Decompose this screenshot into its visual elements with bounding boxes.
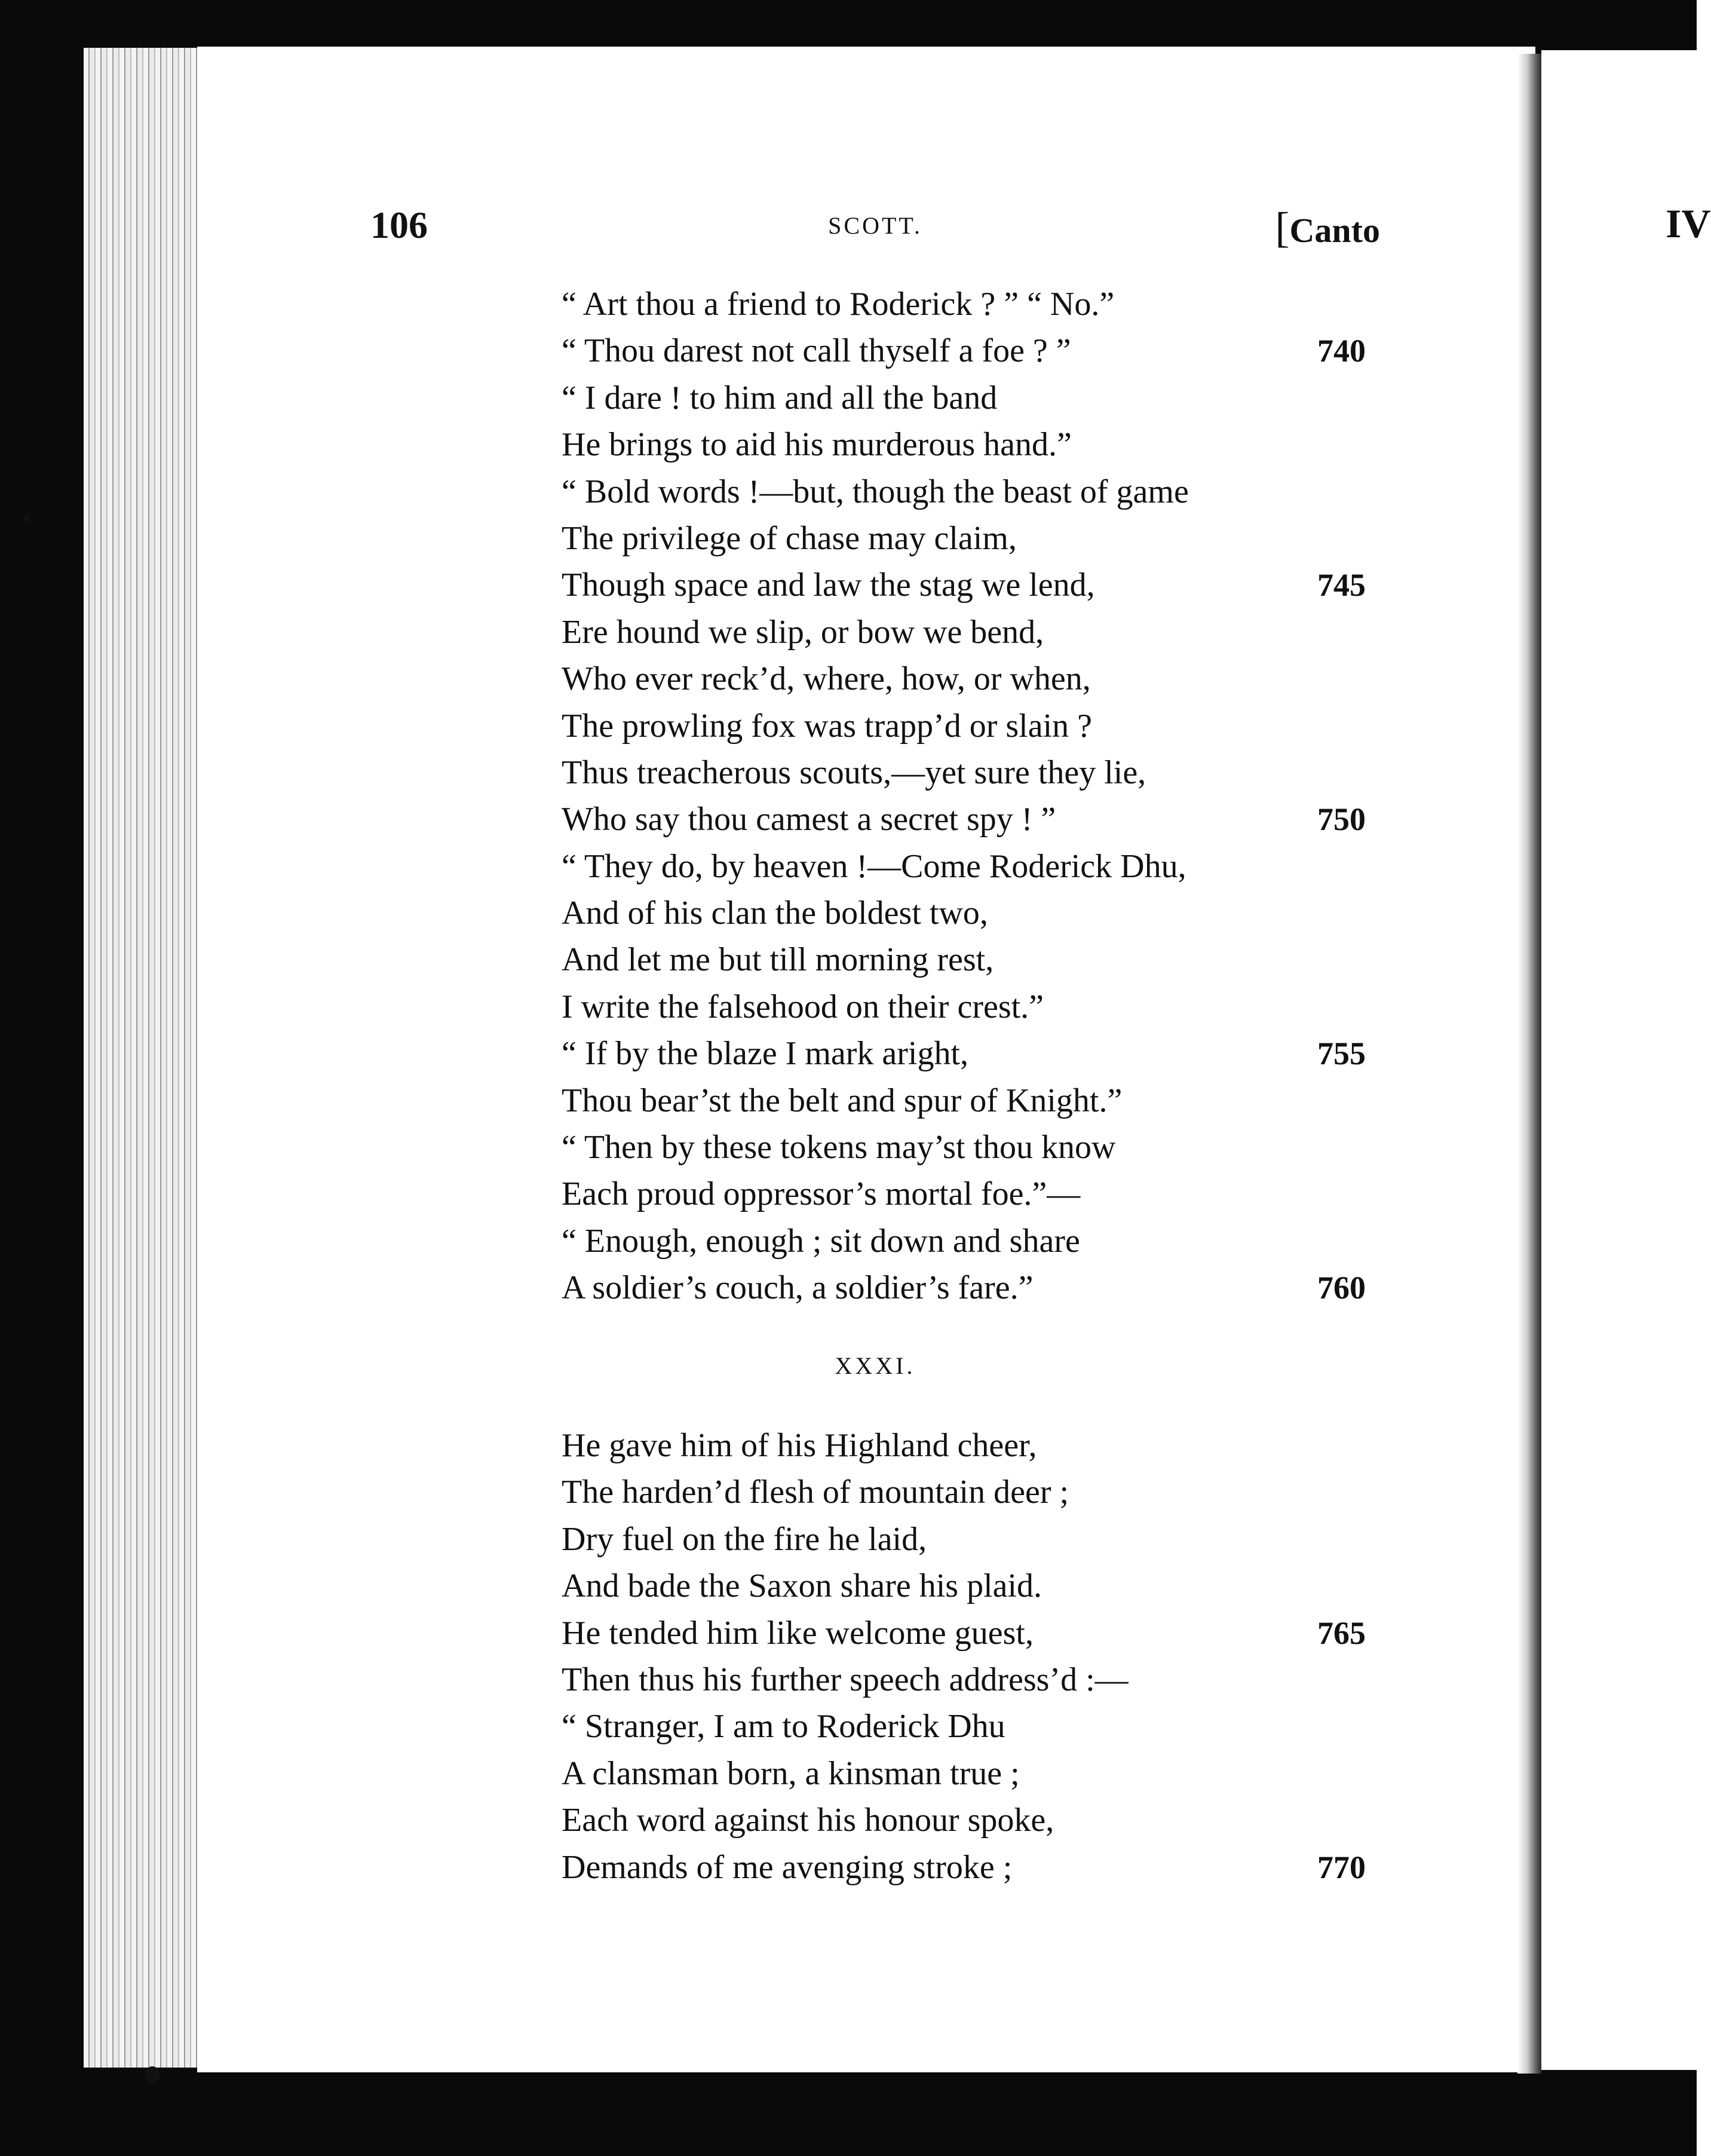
verse-line [562, 1797, 1386, 1843]
section-bracket: [ [1275, 204, 1290, 252]
page-header [370, 203, 1380, 251]
verse-line [562, 1218, 1386, 1264]
verse-line [562, 375, 1386, 421]
verse-line [562, 656, 1386, 702]
verse-line [562, 1030, 1386, 1077]
verse-line [562, 1563, 1386, 1609]
verse-line [562, 1171, 1386, 1217]
page-number: 106 [370, 204, 428, 246]
page-edges [84, 48, 203, 2068]
line-number: 770 [1317, 1849, 1366, 1885]
verse-text: And let me but till morning rest, [562, 941, 994, 979]
verse-text: “ Thou darest not call thyself a foe ? ” [562, 332, 1071, 370]
verse-text: Demands of me avenging stroke ; [562, 1848, 1013, 1886]
verse-text: The privilege of chase may claim, [562, 519, 1017, 557]
verse-line [562, 1656, 1386, 1703]
verse-line [562, 749, 1386, 796]
verse-text: “ Enough, enough ; sit down and share [562, 1222, 1080, 1260]
verse-text: “ Bold words !—but, though the beast of game [562, 473, 1189, 510]
verse-text: Thou bear’st the belt and spur of Knight.” [562, 1082, 1123, 1119]
running-title: SCOTT. [828, 212, 922, 239]
line-number: 750 [1317, 801, 1366, 838]
scan-speck [145, 2066, 160, 2084]
verse-text: “ They do, by heaven !—Come Roderick Dhu, [562, 847, 1186, 885]
verse-text: “ If by the blaze I mark aright, [562, 1035, 969, 1073]
verse-line [562, 1124, 1386, 1171]
verse-line [562, 1469, 1386, 1515]
verse-text: A clansman born, a kinsman true ; [562, 1754, 1020, 1792]
verse-text: Who ever reck’d, where, how, or when, [562, 660, 1091, 698]
verse-text: He gave him of his Highland cheer, [562, 1427, 1037, 1464]
verse-line [562, 1750, 1386, 1797]
verse-line [562, 281, 1386, 327]
section-label-text: Canto [1289, 211, 1380, 250]
verse-line [562, 327, 1386, 374]
verse-block [562, 281, 1386, 1312]
verse-line [562, 1422, 1386, 1469]
verse-text: “ I dare ! to him and all the band [562, 379, 998, 416]
verse-text: Who say thou camest a secret spy ! ” [562, 801, 1056, 838]
verse-text: He brings to aid his murderous hand.” [562, 426, 1072, 464]
verse-line [562, 421, 1386, 468]
verse-text: Then thus his further speech address’d :— [562, 1661, 1129, 1698]
verse-line [562, 1264, 1386, 1311]
line-number: 765 [1317, 1615, 1366, 1651]
verse-line [562, 890, 1386, 936]
verse-line [562, 468, 1386, 515]
section-label [1275, 203, 1380, 253]
verse-line [562, 984, 1386, 1030]
verse-text: Ere hound we slip, or bow we bend, [562, 613, 1044, 651]
verse-text: Thus treacherous scouts,—yet sure they lie, [562, 754, 1146, 791]
verse-line [562, 515, 1386, 562]
verse-line [562, 936, 1386, 983]
verse-text: Each proud oppressor’s mortal foe.”— [562, 1175, 1081, 1213]
facing-page [1541, 50, 1697, 2070]
verse-line [562, 703, 1386, 749]
verse-line [562, 562, 1386, 608]
verse-line [562, 1844, 1386, 1891]
verse-text: And bade the Saxon share his plaid. [562, 1567, 1042, 1605]
verse-line [562, 1703, 1386, 1750]
verse-text: The harden’d flesh of mountain deer ; [562, 1474, 1069, 1511]
verse-text: And of his clan the boldest two, [562, 895, 988, 932]
line-number: 755 [1317, 1036, 1366, 1072]
verse-line [562, 843, 1386, 890]
verse-text: “ Art thou a friend to Roderick ? ” “ No.” [562, 286, 1115, 323]
stanza-heading: XXXI. [835, 1352, 916, 1379]
facing-page-fragment: IV [1666, 201, 1711, 246]
verse-text: Each word against his honour spoke, [562, 1802, 1054, 1839]
verse-text: Though space and law the stag we lend, [562, 566, 1095, 604]
verse-text: “ Then by these tokens may’st thou know [562, 1129, 1116, 1166]
verse-text: I write the falsehood on their crest.” [562, 988, 1044, 1025]
verse-text: He tended him like welcome guest, [562, 1614, 1034, 1652]
book-spine-shadow [1517, 54, 1541, 2074]
verse-line [562, 1077, 1386, 1124]
line-number: 745 [1317, 567, 1366, 604]
scan-speck [24, 514, 30, 522]
line-number: 740 [1317, 333, 1366, 369]
verse-line [562, 796, 1386, 843]
verse-text: “ Stranger, I am to Roderick Dhu [562, 1708, 1005, 1745]
verse-line [562, 1516, 1386, 1563]
verse-line [562, 609, 1386, 656]
line-number: 760 [1317, 1270, 1366, 1306]
verse-text: The prowling fox was trapp’d or slain ? [562, 707, 1092, 745]
verse-block [562, 1422, 1386, 1891]
verse-text: A soldier’s couch, a soldier’s fare.” [562, 1269, 1034, 1307]
verse-line [562, 1610, 1386, 1656]
verse-text: Dry fuel on the fire he laid, [562, 1520, 927, 1558]
